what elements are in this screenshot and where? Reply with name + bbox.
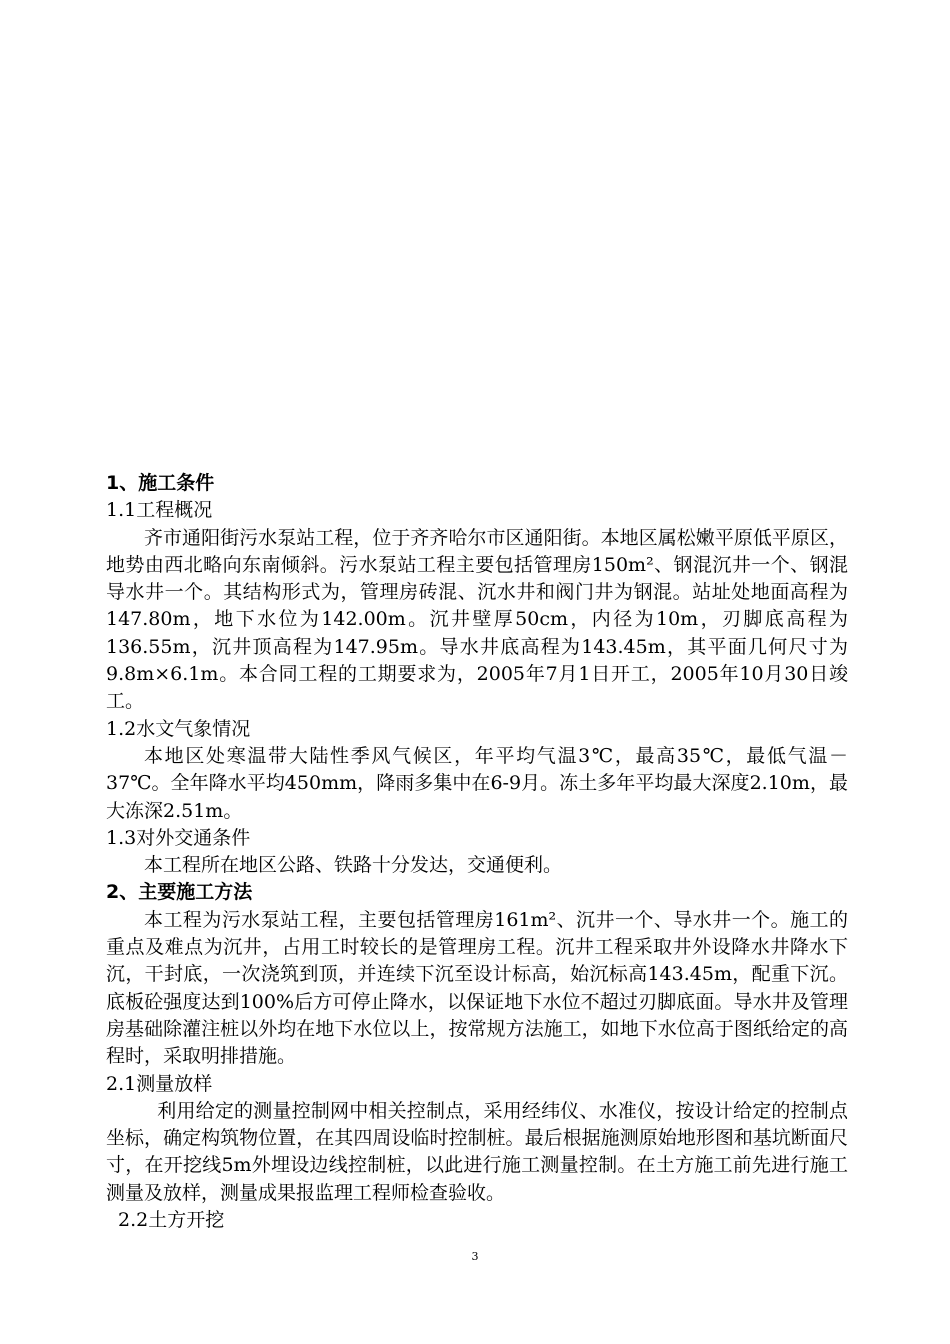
section-heading-2: 2、主要施工方法 (106, 881, 253, 904)
page-number: 3 (471, 1250, 479, 1263)
subsection-heading-1-3: 1.3对外交通条件 (106, 826, 251, 849)
subsection-heading-2-2: 2.2土方开挖 (118, 1209, 225, 1232)
subsection-heading-2-1: 2.1测量放样 (106, 1072, 213, 1095)
document-body (106, 470, 848, 1234)
paragraph-survey-layout: 利用给定的测量控制网中相关控制点，采用经纬仪、水准仪，按设计给定的控制点坐标，确定构筑物位置，在其四周设临时控制桩。最后根据施测原始地形图和基坑断面尺寸，在开挖线5m外埋设边线控制桩，以此进行施工测量控制。在土方施工前先进行施工测量及放样，测量成果报监理工程师检查验收。 (106, 1099, 848, 1204)
paragraph-transport: 本工程所在地区公路、铁路十分发达，交通便利。 (144, 854, 563, 877)
paragraph-construction-methods: 本工程为污水泵站工程，主要包括管理房161m²、沉井一个、导水井一个。施工的重点及难点为沉井，占用工时较长的是管理房工程。沉井工程采取井外设降水井降水下沉，干封底，一次浇筑到顶，并连续下沉至设计标高，始沉标高143.45m，配重下沉。底板砼强度达到100%后方可停止降水，以保证地下水位不超过刃脚底面。导水井及管理房基础除灌注桩以外均在地下水位以上，按常规方法施工，如地下水位高于图纸给定的高程时，采取明排措施。 (106, 908, 848, 1068)
paragraph-hydrology-climate: 本地区处寒温带大陆性季风气候区，年平均气温3℃，最高35℃，最低气温－37℃。全年降水平均450mm，降雨多集中在6-9月。冻土多年平均最大深度2.10m，最大冻深2.51m。 (106, 744, 848, 822)
paragraph-project-overview: 齐市通阳街污水泵站工程，位于齐齐哈尔市区通阳街。本地区属松嫩平原低平原区，地势由西北略向东南倾斜。污水泵站工程主要包括管理房150m²、钢混沉井一个、钢混导水井一个。其结构形式为，管理房砖混、沉水井和阀门井为钢混。站址处地面高程为147.80m，地下水位为142.00m。沉井壁厚50cm，内径为10m，刃脚底高程为136.55m，沉井顶高程为147.95m。导水井底高程为143.45m，其平面几何尺寸为9.8m×6.1m。本合同工程的工期要求为，2005年7月1日开工，2005年10月30日竣工。 (106, 526, 848, 713)
section-heading-1: 1、施工条件 (106, 472, 215, 494)
subsection-heading-1-1: 1.1工程概况 (106, 499, 213, 522)
subsection-heading-1-2: 1.2水文气象情况 (106, 717, 251, 740)
